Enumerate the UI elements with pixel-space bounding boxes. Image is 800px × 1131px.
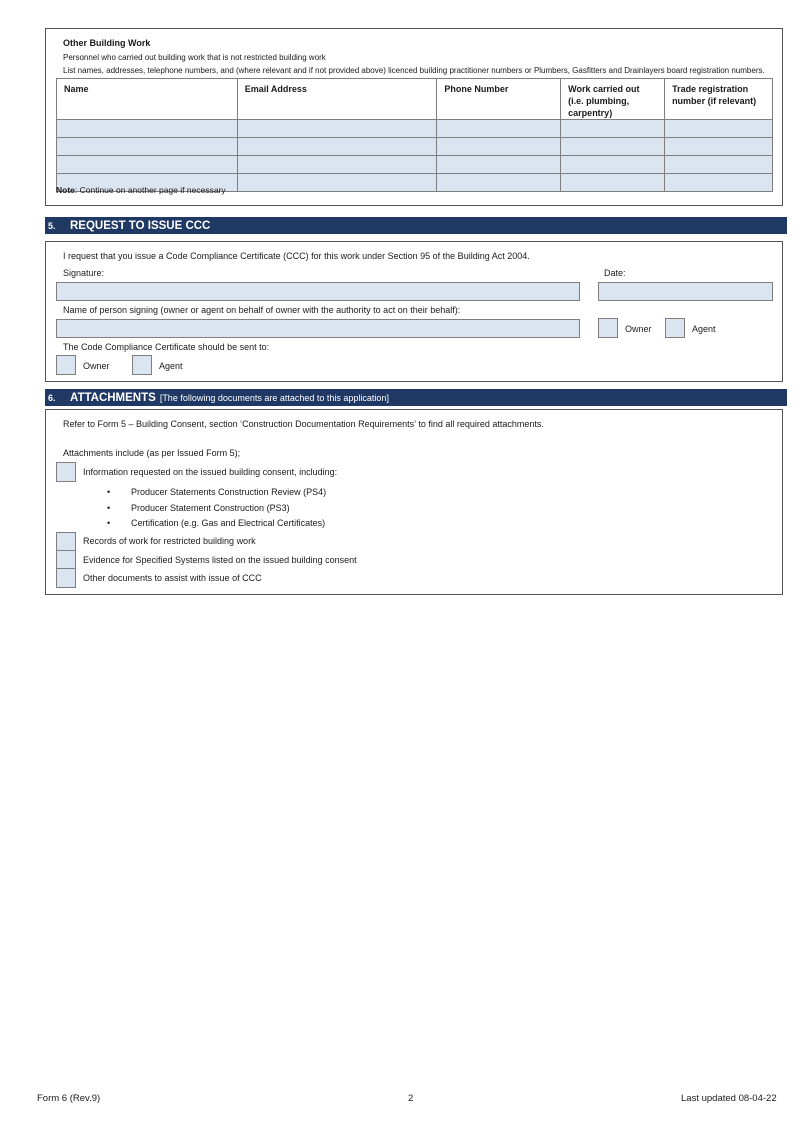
signer-agent-checkbox[interactable] — [665, 318, 685, 338]
signer-agent-label: Agent — [692, 324, 716, 334]
column-header-phone: Phone Number — [437, 79, 561, 120]
continue-note — [56, 185, 226, 195]
email-cell[interactable] — [237, 156, 437, 174]
email-cell[interactable] — [237, 138, 437, 156]
email-cell[interactable] — [237, 120, 437, 138]
last-updated: Last updated 08-04-22 — [681, 1093, 777, 1104]
other-building-work-subtitle: Personnel who carried out building work that is not restricted building work — [63, 53, 326, 62]
phone-cell[interactable] — [437, 174, 561, 192]
bullet-text: Certification (e.g. Gas and Electrical Certificates) — [131, 518, 326, 528]
info-requested-checkbox[interactable] — [56, 462, 76, 482]
registration-cell[interactable] — [665, 120, 773, 138]
column-header-name: Name — [57, 79, 238, 120]
section-number: 5. — [48, 220, 56, 231]
form-identifier: Form 6 (Rev.9) — [37, 1093, 101, 1104]
column-header-work-carried-out: Work carried out (i.e. plumbing, carpentry) — [561, 79, 665, 120]
info-requested-label: Information requested on the issued building consent, including: — [83, 467, 338, 477]
name-cell[interactable] — [57, 156, 238, 174]
registration-cell[interactable] — [665, 138, 773, 156]
section-title: ATTACHMENTS — [70, 391, 156, 404]
phone-cell[interactable] — [437, 156, 561, 174]
bullet-text: Producer Statements Construction Review (PS4) — [131, 487, 327, 497]
other-building-work-instructions: List names, addresses, telephone numbers, and (where relevant and if not provided above) licenced building practitioner numbers or Plumbers, Gasfitters and Drainlayers board registration numbers. — [63, 66, 765, 75]
section-note: [The following documents are attached to this application] — [159, 392, 389, 403]
signer-name-label: Name of person signing (owner or agent on behalf of owner with the authority to act on their behalf): — [63, 305, 461, 315]
section-number: 6. — [48, 392, 56, 403]
work-cell[interactable] — [561, 156, 665, 174]
bullet-icon: • — [107, 518, 111, 528]
send-agent-label: Agent — [159, 361, 183, 371]
registration-cell[interactable] — [665, 156, 773, 174]
date-label: Date: — [604, 268, 626, 278]
page-number: 2 — [408, 1093, 414, 1104]
column-header-email: Email Address — [237, 79, 437, 120]
section-5-header — [45, 217, 787, 234]
list-item — [107, 518, 326, 528]
request-statement: I request that you issue a Code Compliance Certificate (CCC) for this work under Section 95 of the Building Act 2004. — [63, 251, 530, 261]
records-label: Records of work for restricted building work — [83, 536, 256, 546]
registration-cell[interactable] — [665, 174, 773, 192]
email-cell[interactable] — [237, 174, 437, 192]
bullet-text: Producer Statement Construction (PS3) — [131, 503, 290, 513]
evidence-checkbox[interactable] — [56, 550, 76, 570]
bullet-icon: • — [107, 503, 111, 513]
phone-cell[interactable] — [437, 138, 561, 156]
signature-field[interactable] — [56, 282, 580, 301]
work-cell[interactable] — [561, 120, 665, 138]
signer-owner-checkbox[interactable] — [598, 318, 618, 338]
signature-label: Signature: — [63, 268, 105, 278]
other-docs-label: Other documents to assist with issue of CCC — [83, 573, 262, 583]
other-docs-checkbox[interactable] — [56, 568, 76, 588]
send-to-label: The Code Compliance Certificate should be sent to: — [63, 342, 270, 352]
date-field[interactable] — [598, 282, 773, 301]
name-cell[interactable] — [57, 120, 238, 138]
table-header-row — [57, 79, 773, 120]
bullet-icon: • — [107, 487, 111, 497]
column-header-trade-registration: Trade registration number (if relevant) — [665, 79, 773, 120]
name-cell[interactable] — [57, 138, 238, 156]
list-item — [107, 503, 290, 513]
list-item — [107, 487, 327, 497]
other-building-work-title: Other Building Work — [63, 38, 151, 48]
signer-owner-label: Owner — [625, 324, 652, 334]
records-checkbox[interactable] — [56, 532, 76, 552]
evidence-label: Evidence for Specified Systems listed on the issued building consent — [83, 555, 357, 565]
work-cell[interactable] — [561, 174, 665, 192]
section-6-header — [45, 389, 787, 406]
phone-cell[interactable] — [437, 120, 561, 138]
send-owner-label: Owner — [83, 361, 110, 371]
attachments-section — [45, 409, 783, 595]
send-owner-checkbox[interactable] — [56, 355, 76, 375]
table-row — [57, 156, 773, 174]
refer-text: Refer to Form 5 – Building Consent, section ‘Construction Documentation Requirements’ to find all required attachments. — [63, 419, 544, 429]
table-row — [57, 120, 773, 138]
table-row — [57, 138, 773, 156]
attachments-include-text: Attachments include (as per Issued Form 5); — [63, 448, 241, 458]
note-label: Note — [56, 185, 75, 195]
signer-name-field[interactable] — [56, 319, 580, 338]
send-agent-checkbox[interactable] — [132, 355, 152, 375]
work-cell[interactable] — [561, 138, 665, 156]
note-text: : Continue on another page if necessary — [74, 185, 226, 195]
other-building-work-table — [56, 78, 773, 192]
section-title: REQUEST TO ISSUE CCC — [70, 219, 211, 232]
